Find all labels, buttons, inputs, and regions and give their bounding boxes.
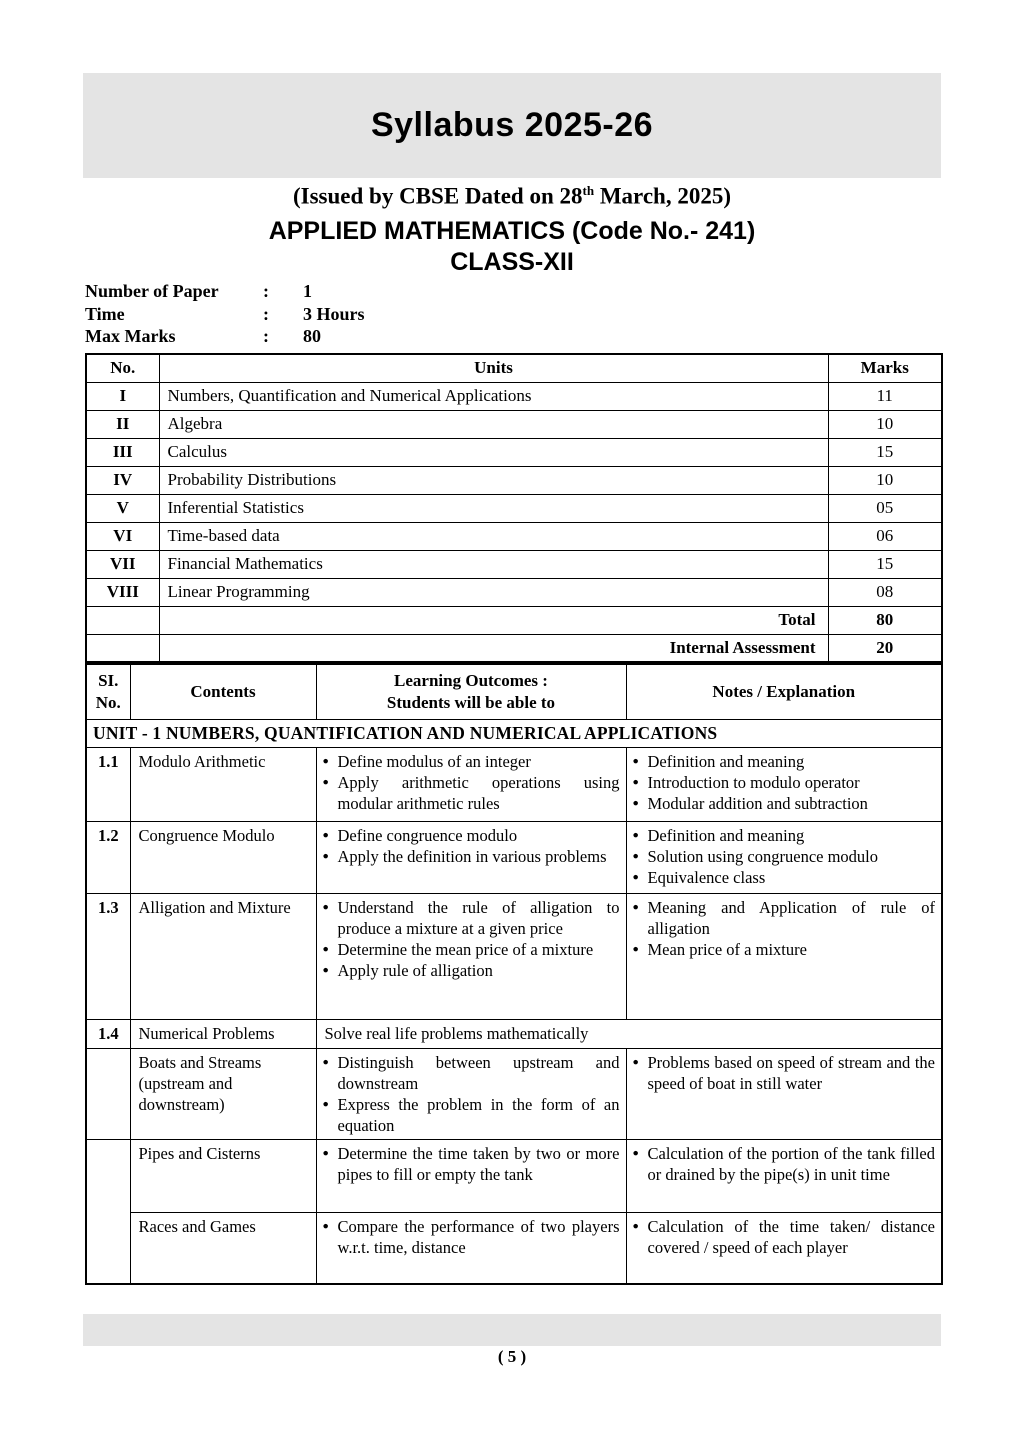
unit-marks: 15 — [828, 438, 942, 466]
info-value: 1 — [303, 281, 312, 301]
info-row-time — [85, 303, 365, 326]
note-text: Definition and meaning — [647, 825, 805, 845]
bullet-icon: ● — [632, 797, 639, 809]
note-text: Problems based on speed of stream and the speed of boat in still water — [647, 1052, 935, 1093]
row-contents: Congruence Modulo — [130, 821, 316, 893]
internal-assessment-marks: 20 — [828, 634, 942, 662]
unit-marks: 08 — [828, 578, 942, 606]
lo-text: Apply arithmetic operations using modular arithmetic rules — [337, 772, 620, 813]
unit-name: Linear Programming — [159, 578, 828, 606]
info-value: 80 — [303, 326, 321, 346]
empty-cell — [86, 606, 159, 634]
bullet-icon: ● — [632, 1220, 639, 1232]
row-notes — [626, 1048, 942, 1139]
list-item — [323, 939, 620, 960]
unit-marks: 05 — [828, 494, 942, 522]
row-span-text: Solve real life problems mathematically — [316, 1019, 942, 1048]
table-row — [86, 522, 942, 550]
header-contents: Contents — [130, 664, 316, 719]
list-item — [323, 1094, 620, 1136]
internal-assessment-label: Internal Assessment — [159, 634, 828, 662]
row-number: 1.3 — [86, 893, 130, 1019]
unit-marks: 11 — [828, 382, 942, 410]
syllabus-header-row — [86, 664, 942, 719]
unit-name: Financial Mathematics — [159, 550, 828, 578]
row-contents: Pipes and Cisterns — [130, 1139, 316, 1212]
bullet-icon: ● — [322, 943, 329, 955]
total-row — [86, 606, 942, 634]
row-learning-outcomes — [316, 1048, 626, 1139]
lo-text: Determine the mean price of a mixture — [337, 939, 594, 959]
bullet-icon: ● — [322, 850, 329, 862]
info-label: Max Marks — [85, 326, 176, 346]
issued-superscript: th — [582, 183, 595, 198]
info-value: 3 Hours — [303, 303, 365, 324]
unit-marks: 10 — [828, 466, 942, 494]
list-item — [633, 897, 936, 939]
info-row-marks — [85, 325, 365, 348]
lo-text: Define modulus of an integer — [337, 751, 531, 771]
units-header-row — [86, 354, 942, 382]
row-notes — [626, 1212, 942, 1284]
info-row-papers — [85, 280, 365, 303]
issued-text-end: March, 2025) — [594, 183, 731, 209]
table-row — [86, 1212, 942, 1284]
units-header-marks: Marks — [828, 354, 942, 382]
info-label: Time — [85, 303, 125, 324]
info-separator: : — [263, 303, 269, 324]
row-contents: Races and Games — [130, 1212, 316, 1284]
note-text: Calculation of the portion of the tank filled or drained by the pipe(s) in unit time — [647, 1143, 935, 1184]
page-title: Syllabus 2025-26 — [370, 106, 654, 144]
unit-no: V — [86, 494, 159, 522]
lo-text: Compare the performance of two players w.r.t. time, distance — [337, 1216, 620, 1257]
lo-text: Express the problem in the form of an equation — [337, 1094, 620, 1135]
units-header-units: Units — [159, 354, 828, 382]
bullet-icon: ● — [632, 871, 639, 883]
header-lo-line2: Students will be able to — [386, 692, 556, 712]
lo-text: Define congruence modulo — [337, 825, 518, 845]
units-marks-table — [85, 353, 943, 663]
note-text: Equivalence class — [647, 867, 766, 887]
list-item — [633, 793, 936, 814]
bullet-icon: ● — [632, 850, 639, 862]
list-item — [323, 1216, 620, 1258]
list-item — [633, 939, 936, 960]
list-item — [633, 825, 936, 846]
list-item — [323, 751, 620, 772]
list-item — [633, 1143, 936, 1185]
unit-name: Calculus — [159, 438, 828, 466]
header-sl-line1: SI. — [98, 670, 119, 690]
row-learning-outcomes — [316, 893, 626, 1019]
footer-bar — [83, 1314, 941, 1346]
list-item — [633, 751, 936, 772]
unit-name: Inferential Statistics — [159, 494, 828, 522]
unit-name: Numbers, Quantification and Numerical Applications — [159, 382, 828, 410]
list-item — [323, 897, 620, 939]
row-number: 1.2 — [86, 821, 130, 893]
table-row — [86, 410, 942, 438]
list-item — [323, 772, 620, 814]
list-item — [633, 1052, 936, 1094]
info-separator: : — [263, 281, 269, 301]
row-learning-outcomes — [316, 1139, 626, 1212]
unit-no: VI — [86, 522, 159, 550]
list-item — [633, 1216, 936, 1258]
bullet-icon: ● — [322, 776, 329, 788]
table-row — [86, 893, 942, 1019]
unit-marks: 10 — [828, 410, 942, 438]
row-number: 1.1 — [86, 747, 130, 821]
table-row — [86, 466, 942, 494]
note-text: Introduction to modulo operator — [647, 772, 860, 792]
row-learning-outcomes — [316, 747, 626, 821]
lo-text: Apply the definition in various problems — [337, 846, 607, 866]
list-item — [323, 846, 620, 867]
unit-heading: UNIT - 1 NUMBERS, QUANTIFICATION AND NUMERICAL APPLICATIONS — [86, 719, 942, 747]
unit-name: Algebra — [159, 410, 828, 438]
note-text: Meaning and Application of rule of alligation — [647, 897, 935, 938]
table-row — [86, 578, 942, 606]
unit-no: VIII — [86, 578, 159, 606]
bullet-icon: ● — [632, 829, 639, 841]
unit-no: III — [86, 438, 159, 466]
row-number — [86, 1139, 130, 1284]
header-lo-line1: Learning Outcomes : — [394, 670, 548, 690]
bullet-icon: ● — [322, 1098, 329, 1110]
row-notes — [626, 747, 942, 821]
unit-heading-row — [86, 719, 942, 747]
unit-marks: 15 — [828, 550, 942, 578]
unit-no: I — [86, 382, 159, 410]
table-row — [86, 550, 942, 578]
list-item — [323, 825, 620, 846]
table-row — [86, 494, 942, 522]
row-notes — [626, 893, 942, 1019]
bullet-icon: ● — [322, 901, 329, 913]
lo-text: Distinguish between upstream and downstream — [337, 1052, 620, 1093]
total-marks: 80 — [828, 606, 942, 634]
lo-text: Determine the time taken by two or more pipes to fill or empty the tank — [337, 1143, 620, 1184]
bullet-icon: ● — [632, 755, 639, 767]
table-row — [86, 1019, 942, 1048]
bullet-icon: ● — [632, 901, 639, 913]
bullet-icon: ● — [322, 1220, 329, 1232]
lo-text: Understand the rule of alligation to produce a mixture at a given price — [337, 897, 620, 938]
header-sl-no — [86, 664, 130, 719]
table-row — [86, 438, 942, 466]
list-item — [633, 772, 936, 793]
class-line: CLASS-XII — [450, 248, 574, 276]
row-number: 1.4 — [86, 1019, 130, 1048]
row-learning-outcomes — [316, 1212, 626, 1284]
table-row — [86, 747, 942, 821]
info-separator: : — [263, 326, 269, 346]
unit-name: Probability Distributions — [159, 466, 828, 494]
info-label: Number of Paper — [85, 281, 219, 301]
unit-marks: 06 — [828, 522, 942, 550]
unit-no: IV — [86, 466, 159, 494]
list-item — [323, 960, 620, 981]
row-notes — [626, 1139, 942, 1212]
row-number — [86, 1048, 130, 1139]
header-sl-line2: No. — [95, 692, 121, 712]
table-row — [86, 1139, 942, 1212]
bullet-icon: ● — [632, 1147, 639, 1159]
bullet-icon: ● — [322, 1056, 329, 1068]
list-item — [323, 1052, 620, 1094]
unit-no: VII — [86, 550, 159, 578]
note-text: Modular addition and subtraction — [647, 793, 868, 813]
row-contents: Numerical Problems — [130, 1019, 316, 1048]
row-contents: Alligation and Mixture — [130, 893, 316, 1019]
table-row — [86, 821, 942, 893]
internal-assessment-row — [86, 634, 942, 662]
row-learning-outcomes — [316, 821, 626, 893]
bullet-icon: ● — [322, 1147, 329, 1159]
list-item — [633, 846, 936, 867]
unit-no: II — [86, 410, 159, 438]
empty-cell — [86, 634, 159, 662]
bullet-icon: ● — [632, 1056, 639, 1068]
list-item — [633, 867, 936, 888]
bullet-icon: ● — [632, 776, 639, 788]
header-notes: Notes / Explanation — [626, 664, 942, 719]
row-notes — [626, 821, 942, 893]
paper-info — [85, 280, 365, 348]
bullet-icon: ● — [322, 829, 329, 841]
row-contents: Modulo Arithmetic — [130, 747, 316, 821]
title-banner — [83, 73, 941, 178]
bullet-icon: ● — [322, 755, 329, 767]
bullet-icon: ● — [322, 964, 329, 976]
unit-name: Time-based data — [159, 522, 828, 550]
lo-text: Apply rule of alligation — [337, 960, 493, 980]
table-row — [86, 382, 942, 410]
note-text: Mean price of a mixture — [647, 939, 807, 959]
syllabus-detail-table — [85, 663, 943, 1285]
table-row — [86, 1048, 942, 1139]
subject-line: APPLIED MATHEMATICS (Code No.- 241) — [268, 217, 756, 245]
issued-line — [0, 183, 1024, 210]
note-text: Calculation of the time taken/ distance covered / speed of each player — [647, 1216, 935, 1257]
row-contents: Boats and Streams (upstream and downstream) — [130, 1048, 316, 1139]
units-header-no: No. — [86, 354, 159, 382]
bullet-icon: ● — [632, 943, 639, 955]
page-number: ( 5 ) — [497, 1347, 527, 1366]
note-text: Definition and meaning — [647, 751, 805, 771]
header-learning-outcomes — [316, 664, 626, 719]
total-label: Total — [159, 606, 828, 634]
issued-text: (Issued by CBSE Dated on 28 — [293, 183, 583, 209]
list-item — [323, 1143, 620, 1185]
note-text: Solution using congruence modulo — [647, 846, 879, 866]
